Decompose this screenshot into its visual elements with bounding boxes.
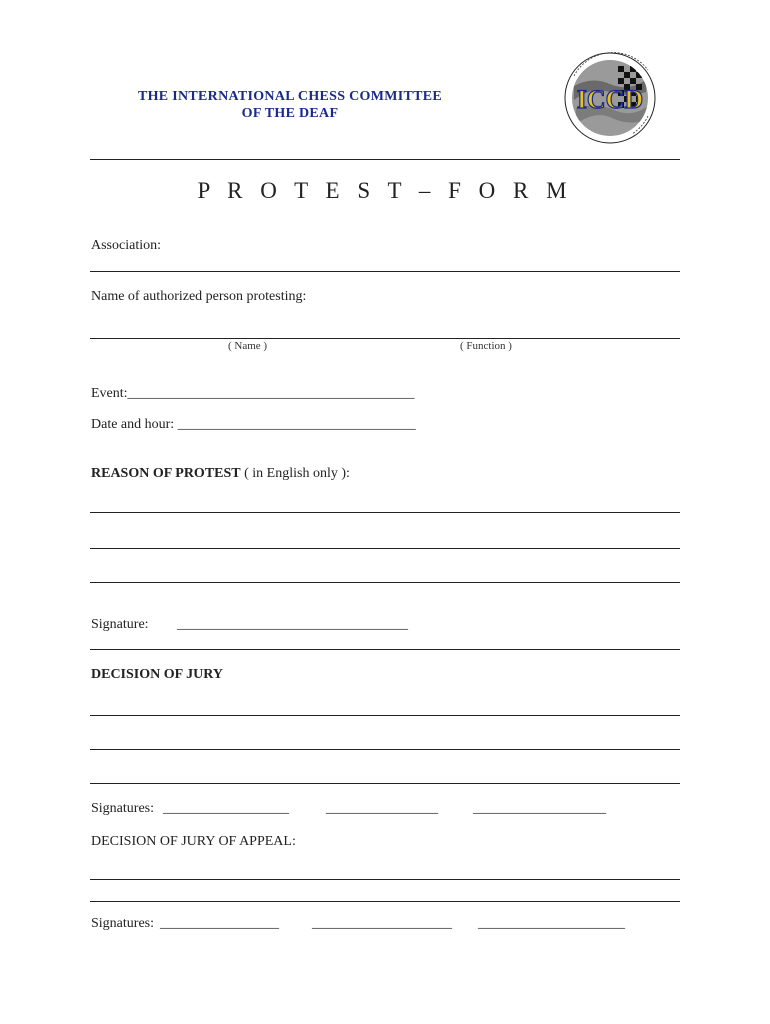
reason-label: REASON OF PROTEST (91, 466, 241, 481)
event-field[interactable]: Event:_________________________________________ (91, 386, 415, 401)
jury-line-3[interactable] (90, 783, 680, 784)
name-caption: ( Name ) (228, 340, 268, 352)
reason-line-3[interactable] (90, 582, 680, 583)
association-field-line[interactable] (90, 271, 680, 272)
authorized-person-field-line[interactable] (90, 338, 680, 339)
icccd-logo-icon (552, 46, 672, 146)
jury-signature-field-1[interactable]: __________________ (163, 801, 289, 816)
form-title: P R O T E S T – F O R M (197, 178, 573, 203)
appeal-signatures-label: Signatures: (91, 916, 154, 931)
reason-line-2[interactable] (90, 548, 680, 549)
header-divider (90, 159, 680, 160)
organization-name-line2: OF THE DEAF (241, 106, 339, 121)
jury-signature-field-3[interactable]: ___________________ (473, 801, 606, 816)
reason-note: ( in English only ): (240, 466, 350, 481)
reason-of-protest-heading (91, 466, 350, 482)
appeal-line-2[interactable] (90, 901, 680, 902)
signature-field[interactable]: _________________________________ (177, 617, 408, 632)
jury-signatures-label: Signatures: (91, 801, 154, 816)
signature-label: Signature: (91, 617, 149, 632)
decision-of-jury-of-appeal-heading: DECISION OF JURY OF APPEAL: (91, 834, 296, 849)
jury-signature-field-2[interactable]: ________________ (326, 801, 438, 816)
authorized-person-label: Name of authorized person protesting: (91, 289, 307, 304)
function-caption: ( Function ) (460, 340, 512, 352)
appeal-signature-field-1[interactable]: _________________ (160, 916, 279, 931)
association-label: Association: (91, 238, 161, 253)
date-hour-field[interactable]: Date and hour: __________________________________ (91, 417, 416, 432)
signature-divider (90, 649, 680, 650)
jury-line-1[interactable] (90, 715, 680, 716)
jury-line-2[interactable] (90, 749, 680, 750)
reason-line-1[interactable] (90, 512, 680, 513)
organization-name-line1: THE INTERNATIONAL CHESS COMMITTEE (137, 89, 443, 104)
appeal-line-1[interactable] (90, 879, 680, 880)
svg-text:ICCD: ICCD (576, 85, 644, 114)
appeal-signature-field-2[interactable]: ____________________ (312, 916, 452, 931)
decision-of-jury-heading: DECISION OF JURY (91, 667, 224, 682)
appeal-signature-field-3[interactable]: _____________________ (478, 916, 625, 931)
